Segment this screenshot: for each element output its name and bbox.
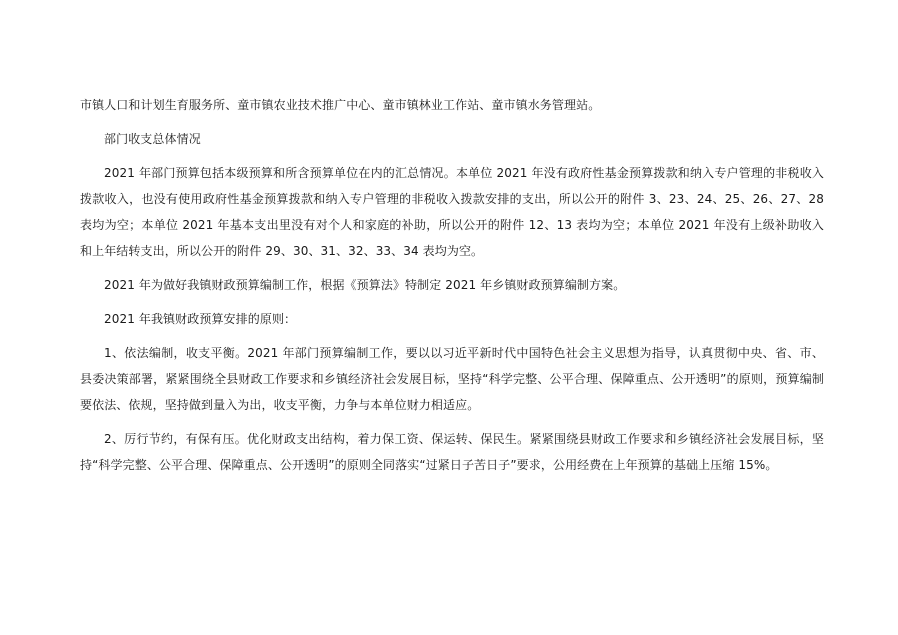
document-body — [80, 92, 824, 486]
paragraph-budget-plan: 2021 年为做好我镇财政预算编制工作，根据《预算法》特制定 2021 年乡镇财政预算编制方案。 — [104, 278, 626, 292]
paragraph-principle-2: 2、厉行节约，有保有压。优化财政支出结构，着力保工资、保运转、保民生。紧紧围绕县财政工作要求和乡镇经济社会发展目标，坚持“科学完整、公平合理、保障重点、公开透明”的原则全同落实“过紧日子苦日子”要求，公用经费在上年预算的基础上压缩 15%。 — [80, 432, 824, 472]
paragraph-principles-heading: 2021 年我镇财政预算安排的原则： — [104, 312, 297, 326]
section-heading: 部门收支总体情况 — [104, 132, 201, 146]
paragraph-continuation: 市镇人口和计划生育服务所、童市镇农业技术推广中心、童市镇林业工作站、童市镇水务管理站。 — [80, 98, 601, 112]
paragraph-budget-summary: 2021 年部门预算包括本级预算和所含预算单位在内的汇总情况。本单位 2021 年没有政府性基金预算拨款和纳入专户管理的非税收入拨款收入，也没有使用政府性基金预算拨款和纳入专户管理的非税收入拨款安排的支出，所以公开的附件 3、23、24、25、26、27、28 表均为空；本单位 2021 年基本支出里没有对个人和家庭的补助，所以公开的附件 12、13 表均为空；本单位 2021 年没有上级补助收入和上年结转支出，所以公开的附件 29、30、31、32、33、34 表均为空。 — [80, 166, 824, 258]
paragraph-principle-1: 1、依法编制，收支平衡。2021 年部门预算编制工作，要以以习近平新时代中国特色社会主义思想为指导，认真贯彻中央、省、市、县委决策部署，紧紧围绕全县财政工作要求和乡镇经济社会发展目标，坚持“科学完整、公平合理、保障重点、公开透明”的原则，预算编制要依法、依规，坚持做到量入为出，收支平衡，力争与本单位财力相适应。 — [80, 346, 824, 412]
